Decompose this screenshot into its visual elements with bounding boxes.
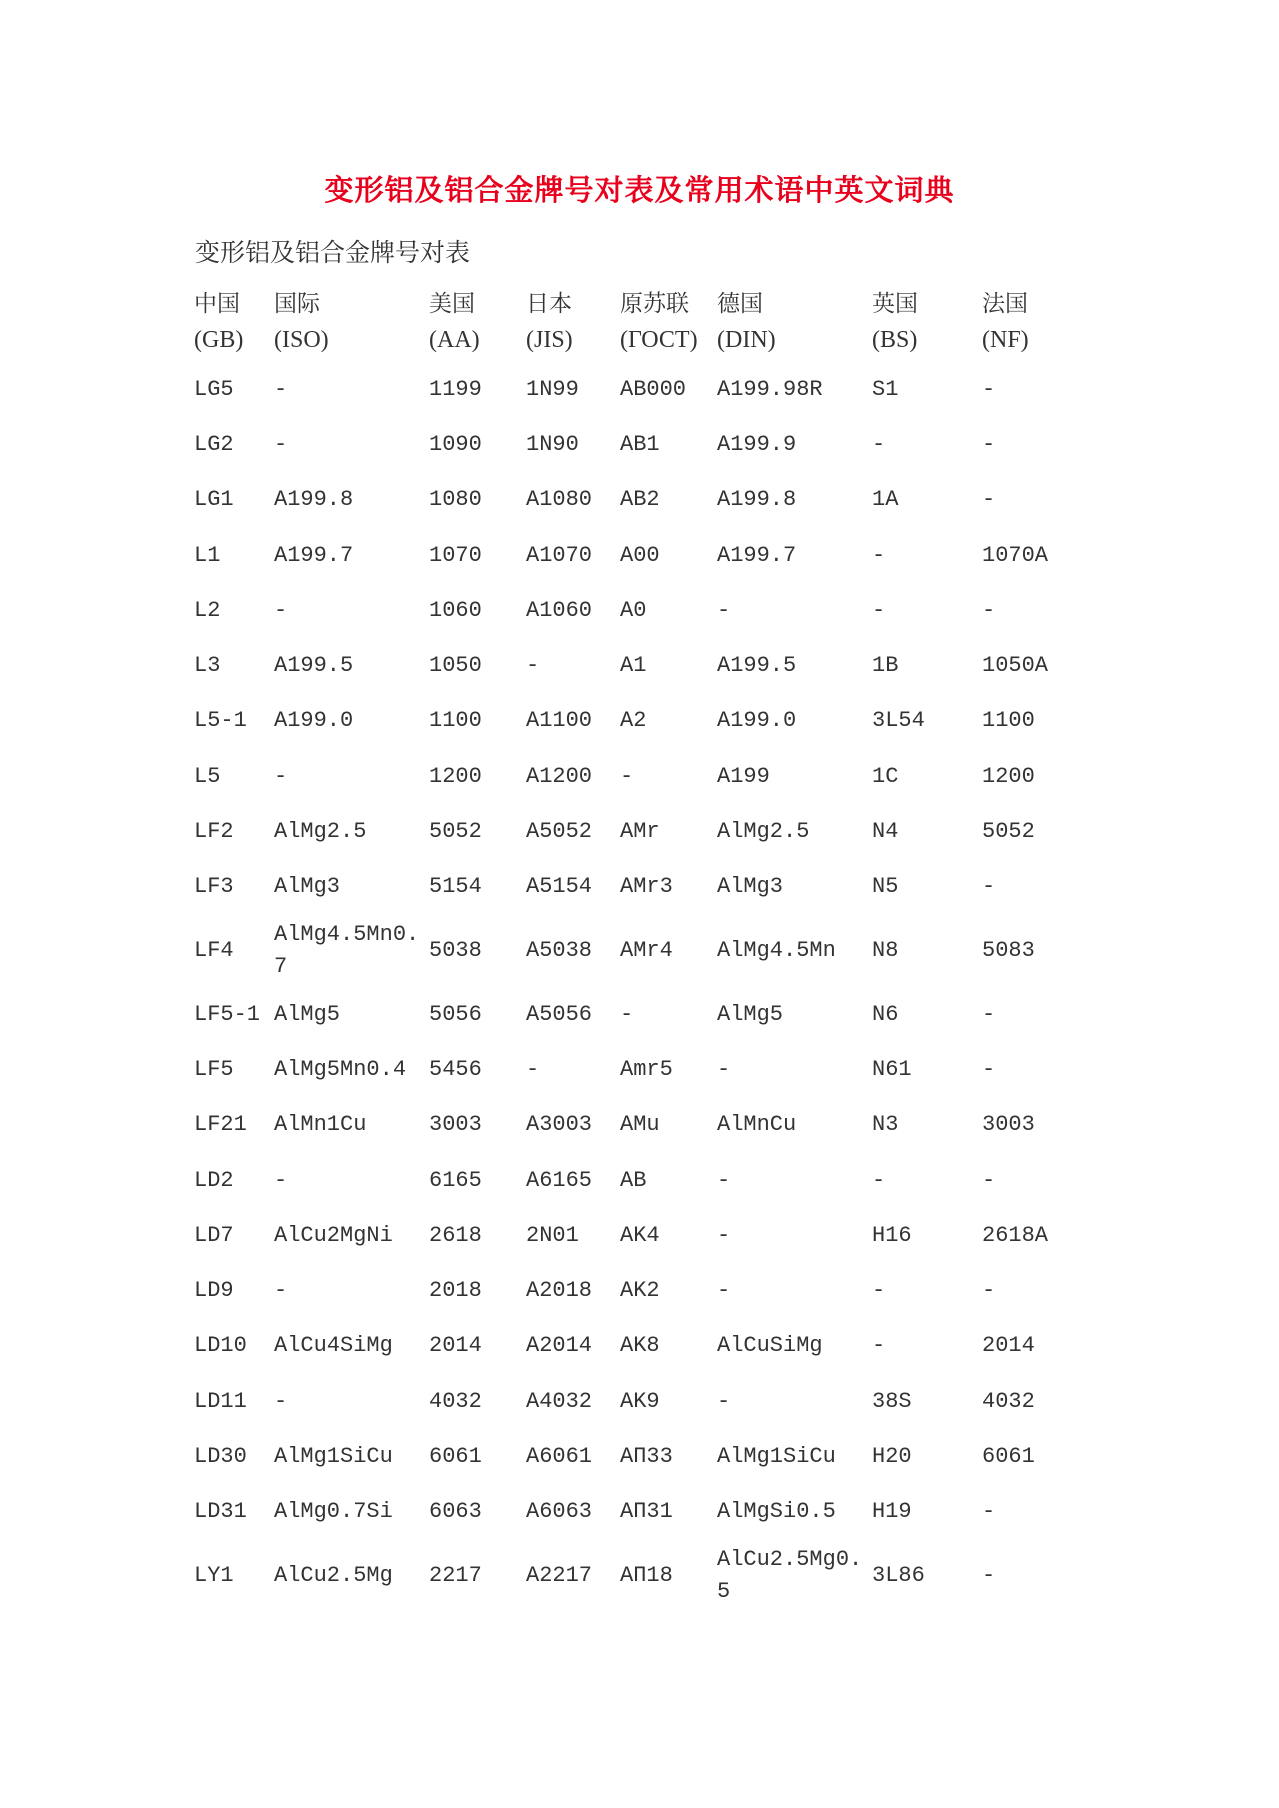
cell-gost: AB000	[620, 376, 687, 402]
header-code: (BS)	[872, 327, 918, 353]
cell-bs: S1	[872, 376, 899, 402]
cell-gb: LF3	[194, 874, 234, 900]
table-row	[190, 1208, 1070, 1263]
cell-din: AlMg2.5	[717, 819, 810, 845]
table-row	[190, 860, 1070, 915]
cell-aa: 2014	[429, 1333, 482, 1359]
cell-gb: LY1	[194, 1562, 234, 1588]
cell-bs: H20	[872, 1443, 912, 1469]
table-row	[190, 915, 1070, 987]
cell-gost: AMr4	[620, 937, 673, 963]
header-aa	[425, 282, 522, 362]
cell-aa: 1060	[429, 597, 482, 623]
cell-aa: 3003	[429, 1112, 482, 1138]
table-row	[190, 1374, 1070, 1429]
table-row	[190, 417, 1070, 472]
header-code: (ISO)	[274, 327, 329, 353]
cell-aa: 5038	[429, 937, 482, 963]
header-iso	[270, 282, 425, 362]
cell-gost: AK4	[620, 1222, 660, 1248]
table-row	[190, 1319, 1070, 1374]
table-row	[190, 1540, 1070, 1612]
cell-iso: AlMg1SiCu	[274, 1443, 393, 1469]
cell-nf: -	[982, 1562, 996, 1588]
cell-nf: -	[982, 1167, 996, 1193]
cell-aa: 1199	[429, 376, 482, 402]
cell-jis: 2N01	[526, 1222, 579, 1248]
header-label: 原苏联	[620, 291, 689, 317]
cell-bs: -	[872, 597, 886, 623]
cell-din: A199.9	[717, 431, 797, 457]
table-header-row	[190, 282, 1070, 362]
header-code: (GB)	[194, 327, 244, 353]
cell-aa: 1050	[429, 653, 482, 679]
cell-jis: A1100	[526, 708, 593, 734]
cell-gb: LD9	[194, 1278, 234, 1304]
cell-gb: LD2	[194, 1167, 234, 1193]
cell-iso: -	[274, 763, 288, 789]
cell-aa: 6165	[429, 1167, 482, 1193]
cell-nf: 2014	[982, 1333, 1035, 1359]
cell-nf: -	[982, 874, 996, 900]
cell-aa: 1200	[429, 763, 482, 789]
cell-aa: 2018	[429, 1278, 482, 1304]
cell-din: AlCu2.5Mg0.5	[717, 1546, 863, 1604]
cell-aa: 5056	[429, 1001, 482, 1027]
cell-din: A199	[717, 763, 770, 789]
cell-bs: 3L86	[872, 1562, 925, 1588]
cell-aa: 5456	[429, 1056, 482, 1082]
cell-gost: Amr5	[620, 1056, 673, 1082]
cell-aa: 1090	[429, 431, 482, 457]
cell-iso: -	[274, 1278, 288, 1304]
cell-gb: L3	[194, 653, 221, 679]
cell-nf: -	[982, 1278, 996, 1304]
header-label: 日本	[526, 291, 572, 317]
cell-din: AlMgSi0.5	[717, 1499, 836, 1525]
table-caption: 变形铝及铝合金牌号对表	[195, 238, 471, 267]
table-row	[190, 1429, 1070, 1484]
cell-gost: AK9	[620, 1388, 660, 1414]
cell-jis: A6061	[526, 1443, 593, 1469]
cell-gost: -	[620, 763, 634, 789]
table-row	[190, 804, 1070, 859]
cell-nf: 3003	[982, 1112, 1035, 1138]
cell-din: AlCuSiMg	[717, 1333, 823, 1359]
cell-aa: 1070	[429, 542, 482, 568]
header-gb	[190, 282, 270, 362]
cell-iso: AlMg5Mn0.4	[274, 1056, 407, 1082]
header-label: 英国	[872, 291, 918, 317]
cell-gost: -	[620, 1001, 634, 1027]
header-code: (DIN)	[717, 327, 776, 353]
cell-nf: 1050A	[982, 653, 1049, 679]
table-row	[190, 1263, 1070, 1318]
cell-iso: AlMg2.5	[274, 819, 367, 845]
cell-din: A199.8	[717, 487, 797, 513]
cell-bs: -	[872, 1167, 886, 1193]
cell-aa: 1100	[429, 708, 482, 734]
table-row	[190, 987, 1070, 1042]
cell-bs: N5	[872, 874, 899, 900]
cell-nf: 2618A	[982, 1222, 1049, 1248]
header-label: 国际	[274, 291, 320, 317]
cell-gb: LD11	[194, 1388, 247, 1414]
cell-nf: 5052	[982, 819, 1035, 845]
cell-jis: -	[526, 1056, 540, 1082]
header-din	[713, 282, 868, 362]
cell-bs: -	[872, 1333, 886, 1359]
cell-iso: A199.0	[274, 708, 354, 734]
cell-gb: LF5	[194, 1056, 234, 1082]
table-row	[190, 528, 1070, 583]
cell-nf: -	[982, 1499, 996, 1525]
cell-din: AlMnCu	[717, 1112, 797, 1138]
header-label: 法国	[982, 291, 1028, 317]
header-label: 中国	[194, 291, 240, 317]
cell-gost: A00	[620, 542, 660, 568]
cell-iso: AlMg4.5Mn0.7	[274, 921, 420, 979]
cell-gb: LD7	[194, 1222, 234, 1248]
cell-bs: 38S	[872, 1388, 912, 1414]
cell-bs: N3	[872, 1112, 899, 1138]
cell-jis: A5056	[526, 1001, 593, 1027]
table-row	[190, 749, 1070, 804]
cell-gost: AП18	[620, 1562, 673, 1588]
header-code: (AA)	[429, 327, 480, 353]
cell-bs: N8	[872, 937, 899, 963]
cell-bs: 1A	[872, 487, 899, 513]
cell-gb: LF4	[194, 937, 234, 963]
cell-iso: AlCu4SiMg	[274, 1333, 393, 1359]
cell-jis: A6165	[526, 1167, 593, 1193]
table-row	[190, 1485, 1070, 1540]
cell-gb: L5-1	[194, 708, 247, 734]
table-row	[190, 362, 1070, 417]
cell-nf: 5083	[982, 937, 1035, 963]
cell-bs: H19	[872, 1499, 912, 1525]
cell-iso: AlMg3	[274, 874, 341, 900]
cell-bs: H16	[872, 1222, 912, 1248]
document-title: 变形铝及铝合金牌号对表及常用术语中英文词典	[324, 173, 955, 207]
cell-iso: -	[274, 1167, 288, 1193]
cell-jis: 1N90	[526, 431, 579, 457]
cell-iso: -	[274, 1388, 288, 1414]
cell-nf: -	[982, 1001, 996, 1027]
cell-iso: A199.8	[274, 487, 354, 513]
header-bs	[868, 282, 978, 362]
cell-jis: A2014	[526, 1333, 593, 1359]
cell-bs: N6	[872, 1001, 899, 1027]
table-row	[190, 638, 1070, 693]
cell-nf: 1200	[982, 763, 1035, 789]
cell-jis: A5052	[526, 819, 593, 845]
cell-gb: LD31	[194, 1499, 247, 1525]
table-row	[190, 1098, 1070, 1153]
cell-gb: LG2	[194, 431, 234, 457]
cell-bs: -	[872, 431, 886, 457]
cell-gb: L1	[194, 542, 221, 568]
cell-iso: A199.7	[274, 542, 354, 568]
cell-gost: AB	[620, 1167, 647, 1193]
cell-iso: -	[274, 376, 288, 402]
cell-din: -	[717, 1222, 731, 1248]
cell-jis: A5154	[526, 874, 593, 900]
cell-din: -	[717, 1388, 731, 1414]
cell-bs: 3L54	[872, 708, 925, 734]
table-row	[190, 473, 1070, 528]
cell-din: A199.98R	[717, 376, 823, 402]
cell-gost: AП33	[620, 1443, 673, 1469]
cell-nf: -	[982, 1056, 996, 1082]
table-row	[190, 583, 1070, 638]
cell-din: A199.5	[717, 653, 797, 679]
cell-jis: A1080	[526, 487, 593, 513]
cell-din: A199.7	[717, 542, 797, 568]
cell-bs: 1B	[872, 653, 899, 679]
cell-aa: 6063	[429, 1499, 482, 1525]
cell-din: -	[717, 1278, 731, 1304]
cell-aa: 2618	[429, 1222, 482, 1248]
cell-iso: A199.5	[274, 653, 354, 679]
cell-jis: A4032	[526, 1388, 593, 1414]
table-row	[190, 1153, 1070, 1208]
cell-gb: LF21	[194, 1112, 247, 1138]
cell-bs: -	[872, 542, 886, 568]
cell-nf: -	[982, 431, 996, 457]
header-code: (NF)	[982, 327, 1029, 353]
cell-gost: AMr3	[620, 874, 673, 900]
cell-gb: LF2	[194, 819, 234, 845]
cell-jis: -	[526, 653, 540, 679]
cell-din: -	[717, 597, 731, 623]
cell-gb: LD10	[194, 1333, 247, 1359]
cell-nf: 1100	[982, 708, 1035, 734]
cell-iso: -	[274, 431, 288, 457]
cell-aa: 5154	[429, 874, 482, 900]
cell-jis: A6063	[526, 1499, 593, 1525]
cell-gost: AB1	[620, 431, 660, 457]
header-gost	[616, 282, 713, 362]
cell-din: AlMg4.5Mn	[717, 937, 836, 963]
cell-nf: -	[982, 376, 996, 402]
cell-jis: A2018	[526, 1278, 593, 1304]
cell-din: -	[717, 1167, 731, 1193]
cell-bs: N4	[872, 819, 899, 845]
cell-din: A199.0	[717, 708, 797, 734]
header-code: (ГОСТ)	[620, 327, 698, 353]
cell-nf: 6061	[982, 1443, 1035, 1469]
table-body	[190, 362, 1070, 1612]
cell-iso: AlMg5	[274, 1001, 341, 1027]
cell-jis: A5038	[526, 937, 593, 963]
cell-iso: AlCu2MgNi	[274, 1222, 393, 1248]
cell-gost: A2	[620, 708, 647, 734]
cell-din: AlMg5	[717, 1001, 784, 1027]
header-label: 美国	[429, 291, 475, 317]
cell-nf: -	[982, 487, 996, 513]
cell-bs: N61	[872, 1056, 912, 1082]
cell-jis: 1N99	[526, 376, 579, 402]
cell-aa: 4032	[429, 1388, 482, 1414]
cell-gost: AП31	[620, 1499, 673, 1525]
cell-din: AlMg1SiCu	[717, 1443, 836, 1469]
cell-gost: AK2	[620, 1278, 660, 1304]
cell-gb: LG5	[194, 376, 234, 402]
cell-gb: LF5-1	[194, 1001, 261, 1027]
cell-gb: L2	[194, 597, 221, 623]
cell-iso: -	[274, 597, 288, 623]
cell-jis: A3003	[526, 1112, 593, 1138]
cell-jis: A1200	[526, 763, 593, 789]
cell-aa: 6061	[429, 1443, 482, 1469]
cell-gost: AMu	[620, 1112, 660, 1138]
cell-jis: A1060	[526, 597, 593, 623]
cell-gost: AMr	[620, 819, 660, 845]
cell-gb: L5	[194, 763, 221, 789]
cell-aa: 1080	[429, 487, 482, 513]
cell-bs: -	[872, 1278, 886, 1304]
header-jis	[522, 282, 616, 362]
table-row	[190, 694, 1070, 749]
cell-iso: AlMn1Cu	[274, 1112, 367, 1138]
cell-nf: 4032	[982, 1388, 1035, 1414]
header-nf	[978, 282, 1070, 362]
cell-gb: LD30	[194, 1443, 247, 1469]
cell-aa: 2217	[429, 1562, 482, 1588]
header-label: 德国	[717, 291, 763, 317]
cell-jis: A2217	[526, 1562, 593, 1588]
table-row	[190, 1042, 1070, 1097]
cell-gb: LG1	[194, 487, 234, 513]
cell-gost: AB2	[620, 487, 660, 513]
cell-iso: AlCu2.5Mg	[274, 1562, 393, 1588]
cell-gost: A0	[620, 597, 647, 623]
cell-iso: AlMg0.7Si	[274, 1499, 393, 1525]
cell-bs: 1C	[872, 763, 899, 789]
alloy-grade-table	[190, 282, 1070, 1612]
cell-gost: AK8	[620, 1333, 660, 1359]
cell-nf: 1070A	[982, 542, 1049, 568]
cell-jis: A1070	[526, 542, 593, 568]
cell-din: AlMg3	[717, 874, 784, 900]
header-code: (JIS)	[526, 327, 573, 353]
cell-gost: A1	[620, 653, 647, 679]
cell-din: -	[717, 1056, 731, 1082]
cell-nf: -	[982, 597, 996, 623]
cell-aa: 5052	[429, 819, 482, 845]
